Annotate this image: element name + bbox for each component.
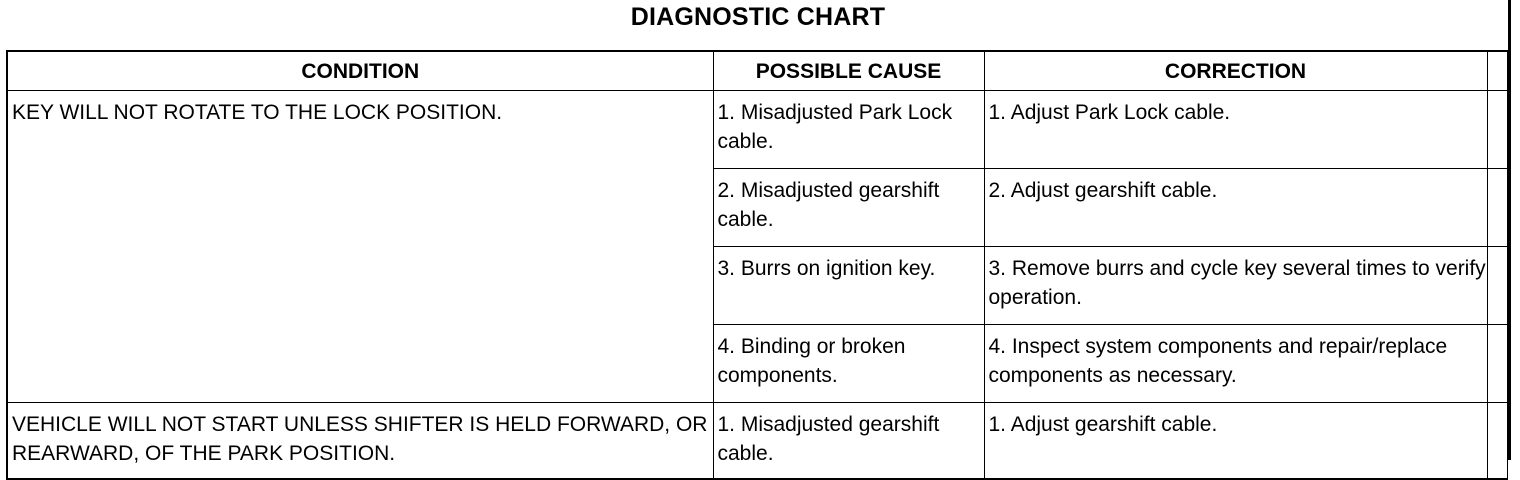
cause-cell: 2. Misadjusted gearshift cable. [713,169,984,247]
correction-cell: 4. Inspect system components and repair/replace components as necessary. [984,325,1487,403]
header-row [7,51,1507,91]
header-possible-cause: POSSIBLE CAUSE [713,51,984,91]
header-blank-cell [1487,51,1507,91]
blank-cell [1487,169,1507,247]
cause-cell: 1. Misadjusted gearshift cable. [713,403,984,480]
chart-title: DIAGNOSTIC CHART [630,3,886,31]
blank-cell [1487,247,1507,325]
blank-cell [1487,403,1507,480]
blank-cell [1487,325,1507,403]
cause-cell: 1. Misadjusted Park Lock cable. [713,91,984,169]
blank-cell [1487,91,1507,169]
right-border-rule [1508,0,1511,460]
table-row [7,91,1507,169]
correction-cell: 1. Adjust Park Lock cable. [984,91,1487,169]
cause-cell: 4. Binding or broken components. [713,325,984,403]
diagnostic-table [6,50,1508,480]
correction-cell: 1. Adjust gearshift cable. [984,403,1487,480]
cause-cell: 3. Burrs on ignition key. [713,247,984,325]
condition-cell: VEHICLE WILL NOT START UNLESS SHIFTER IS HELD FORWARD, OR REARWARD, OF THE PARK POSITION. [7,403,713,480]
table-row [7,403,1507,480]
condition-cell: KEY WILL NOT ROTATE TO THE LOCK POSITION. [7,91,713,403]
header-condition: CONDITION [7,51,713,91]
header-correction: CORRECTION [984,51,1487,91]
correction-cell: 2. Adjust gearshift cable. [984,169,1487,247]
correction-cell: 3. Remove burrs and cycle key several times to verify operation. [984,247,1487,325]
